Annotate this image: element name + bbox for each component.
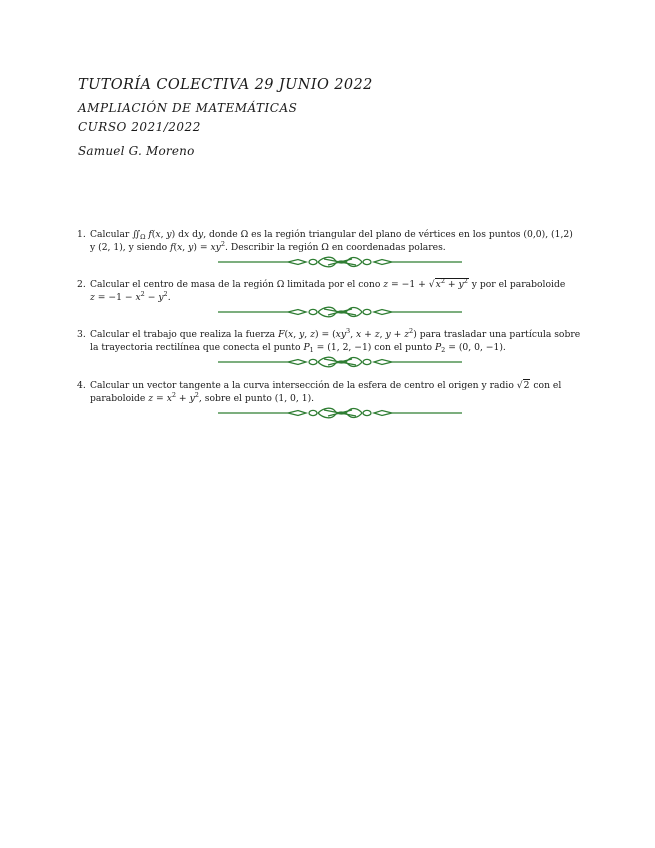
problem-1-line-1: 1. Calcular $∬_\Omega$ f(x, y) dx dy, donde Ω es la región triangular del plano de vértices en los puntos (0,0), (1,2)	[77, 229, 573, 241]
ornament-separator-3	[218, 356, 462, 368]
problem-2-number: 2.	[77, 279, 86, 290]
problem-1	[77, 229, 589, 254]
problem-1-number: 1.	[77, 229, 86, 240]
document-title: TUTORÍA COLECTIVA 29 JUNIO 2022	[78, 77, 373, 93]
problem-4	[77, 380, 589, 405]
author-name: Samuel G. Moreno	[78, 144, 195, 158]
subject-name: AMPLIACIÓN DE MATEMÁTICAS	[78, 101, 298, 115]
problem-list	[77, 229, 589, 419]
document-header	[78, 76, 373, 171]
problem-2-line-2: $z = -1 - x^2 - y^2$.	[90, 289, 171, 303]
problem-3-line-2: la trayectoria rectilínea que conecta el punto $P_1 = (1$, 2, −1) con el punto $P_2 = (0$, 0, −1).	[90, 341, 506, 354]
problem-4-line-1: 4. Calcular un vector tangente a la curva intersección de la esfera de centro el origen y radio √2 con el	[77, 380, 562, 391]
problem-3-number: 3.	[77, 329, 86, 340]
problem-4-line-2: paraboloide $z = x^2 + y^2$, sobre el punto (1, 0, 1).	[90, 390, 315, 404]
ornament-separator-2	[218, 306, 462, 318]
course-year: CURSO 2021/2022	[78, 120, 201, 134]
ornament-separator-1	[218, 256, 462, 268]
problem-3-line-1: 3. Calcular el trabajo que realiza la fuerza F(x, y, $z) = (xy^3$, x + z, $y + z^2$) para trasladar una partícula sobre	[77, 327, 581, 340]
problem-2	[77, 279, 589, 304]
problem-2-line-1: 2. Calcular el centro de masa de la región Ω limitada por el cono $z = -1 + √x^2 + y^2$ y por el paraboloide	[77, 277, 566, 290]
ornament-separator-4	[218, 407, 462, 419]
problem-1-line-2: y (2, 1), y siendo f(x, $y) = xy^2$. Describir la región Ω en coordenadas polares.	[90, 239, 446, 253]
problem-4-number: 4.	[77, 380, 86, 391]
problem-3	[77, 329, 589, 354]
